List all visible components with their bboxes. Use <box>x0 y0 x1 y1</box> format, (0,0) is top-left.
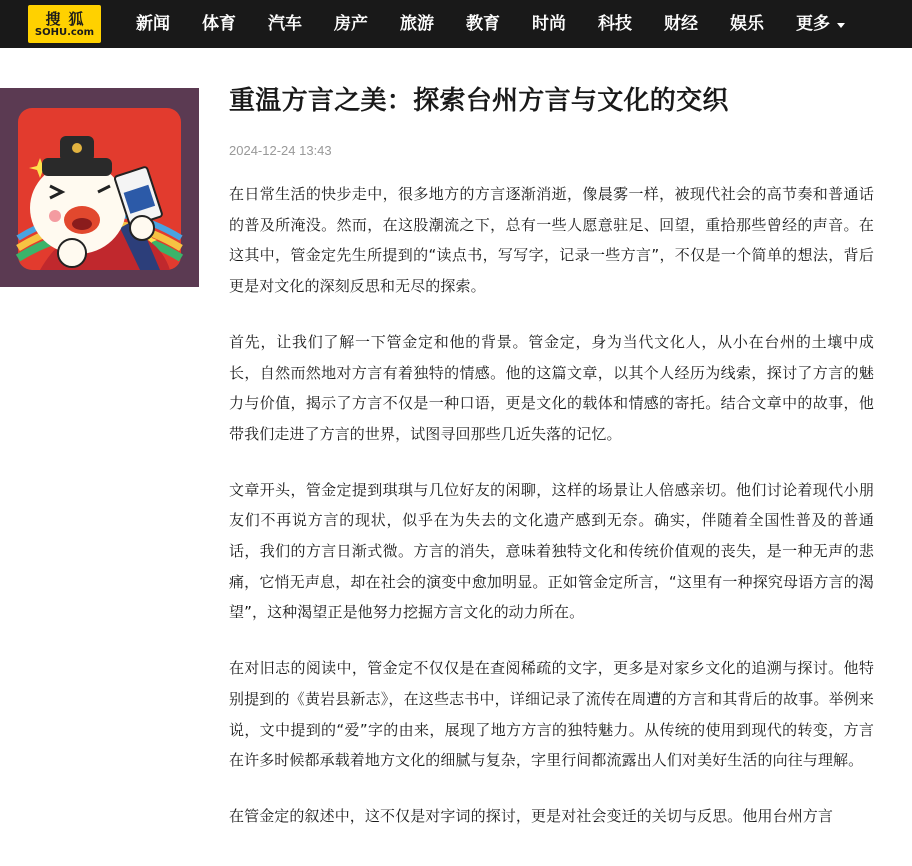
nav-item-finance[interactable]: 财经 <box>664 14 698 34</box>
article-paragraph: 首先，让我们了解一下管金定和他的背景。管金定，身为当代文化人，从小在台州的土壤中成长，自然而然地对方言有着独特的情感。他的这篇文章，以其个人经历为线索，探讨了方言的魅力与价值，揭示了方言不仅是一种口语，更是文化的载体和情感的寄托。结合文章中的故事，他带我们走进了方言的世界，试图寻回那些几近失落的记忆。 <box>229 332 874 443</box>
article-paragraph: 在对旧志的阅读中，管金定不仅仅是在查阅稀疏的文字，更多是对家乡文化的追溯与探讨。他特别提到的《黄岩县新志》，在这些志书中，详细记录了流传在周遭的方言和其背后的故事。举例来说，文中提到的“爱”字的由来，展现了地方方言的独特魅力。从传统的使用到现代的转变，方言在许多时候都承载着地方文化的细腻与复杂，字里行间都流露出人们对美好生活的向往与理解。 <box>229 659 874 770</box>
logo-chinese-text: 搜狐 <box>45 10 92 28</box>
nav-item-education[interactable]: 教育 <box>466 14 500 34</box>
cartoon-chicken-mascot-image <box>0 88 199 287</box>
logo-english-text: SOHU.com <box>34 27 95 38</box>
nav-item-realestate[interactable]: 房产 <box>334 14 368 34</box>
article-paragraph: 在管金定的叙述中，这不仅是对字词的探讨，更是对社会变迁的关切与反思。他用台州方言 <box>229 806 834 825</box>
nav-item-travel[interactable]: 旅游 <box>400 14 434 34</box>
nav-item-entertainment[interactable]: 娱乐 <box>730 14 764 34</box>
article-title: 重温方言之美：探索台州方言与文化的交织 <box>229 86 729 116</box>
top-navigation-bar <box>0 0 912 48</box>
nav-item-sports[interactable]: 体育 <box>202 14 236 34</box>
nav-more-dropdown[interactable] <box>780 0 845 48</box>
author-avatar-thumbnail[interactable] <box>0 88 199 287</box>
article <box>229 82 874 857</box>
nav-item-tech[interactable]: 科技 <box>598 14 632 34</box>
publish-date: 2024-12-24 13:43 <box>229 143 332 158</box>
article-paragraph: 在日常生活的快步走中，很多地方的方言逐渐消逝，像晨雾一样，被现代社会的高节奏和普通话的普及所淹没。然而，在这股潮流之下，总有一些人愿意驻足、回望，重拾那些曾经的声音。在这其中，管金定先生所提到的“读点书，写写字，记录一些方言”，不仅是一个简单的想法，背后更是对文化的深刻反思和无尽的探索。 <box>229 185 874 296</box>
sohu-logo[interactable] <box>28 5 101 43</box>
article-paragraph: 文章开头，管金定提到琪琪与几位好友的闲聊，这样的场景让人倍感亲切。他们讨论着现代小朋友们不再说方言的现状，似乎在为失去的文化遗产感到无奈。确实，伴随着全国性普及的普通话，我们的方言日渐式微。方言的消失，意味着独特文化和传统价值观的丧失，是一种无声的悲痛，它悄无声息，却在社会的演变中愈加明显。正如管金定所言，“这里有一种探究母语方言的渴望”，这种渴望正是他努力挖掘方言文化的动力所在。 <box>229 480 874 622</box>
nav-item-auto[interactable]: 汽车 <box>268 14 302 34</box>
article-content <box>229 179 874 832</box>
nav-item-news[interactable]: 新闻 <box>136 14 170 34</box>
caret-down-icon <box>837 23 845 28</box>
nav-item-fashion[interactable]: 时尚 <box>532 14 566 34</box>
channel-nav <box>120 0 845 48</box>
nav-more-label: 更多 <box>796 14 830 34</box>
